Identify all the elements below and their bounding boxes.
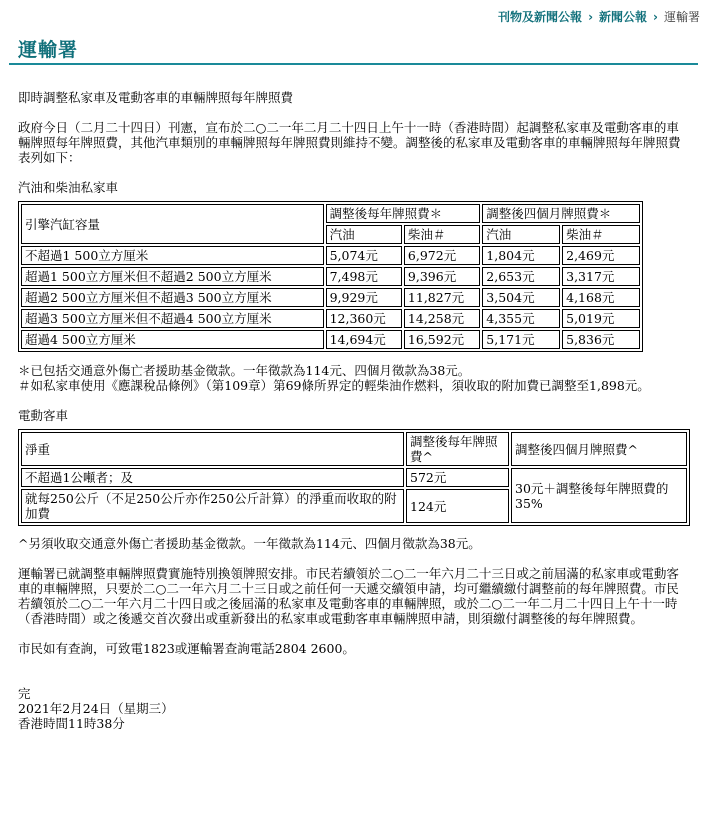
table-cell: 1,804元: [482, 246, 560, 265]
private-car-fee-table: [18, 201, 643, 352]
table-row: [21, 309, 640, 328]
table-cell-label: 超過4 500立方厘米: [21, 330, 324, 349]
arrangement-paragraph: 運輸署已就調整車輛牌照費實施特別換領牌照安排。市民若續領於二○二一年六月二十三日或之前屆滿的私家車或電動客車的車輛牌照，只要於二○二一年六月二十三日或之前任何一天遞交續領申請，均可繼續繳付調整前的每年牌照費。市民若續領於二○二一年六月二十四日或之後屆滿的私家車及電動客車的車輛牌照，或於二○二一年二月二十四日上午十一時（香港時間）或之後遞交首次發出或重新發出的私家車或電動客車車輛牌照申請，則須繳付調整後的每年牌照費。: [18, 566, 679, 626]
table-header-four-month: 調整後四個月牌照費^: [511, 432, 687, 466]
table-cell: 572元: [406, 468, 509, 487]
breadcrumb-separator-icon: ›: [653, 10, 658, 24]
table-header-engine: 引擎汽缸容量: [21, 204, 324, 244]
footnote-asterisk: ＊已包括交通意外傷亡者援助基金徵款。一年徵款為114元、四個月徵款為38元。: [18, 363, 471, 378]
table-subheader-diesel: 柴油＃: [562, 225, 640, 244]
table-cell: 14,258元: [404, 309, 480, 328]
table-cell: 5,836元: [562, 330, 640, 349]
table-cell-label: 超過1 500立方厘米但不超過2 500立方厘米: [21, 267, 324, 286]
table-subheader-petrol: 汽油: [482, 225, 560, 244]
table-cell: 5,074元: [326, 246, 402, 265]
table-cell: 5,171元: [482, 330, 560, 349]
table-cell: 11,827元: [404, 288, 480, 307]
table-row: [21, 267, 640, 286]
footnote-caret: ^另須收取交通意外傷亡者援助基金徵款。一年徵款為114元、四個月徵款為38元。: [18, 536, 481, 551]
breadcrumb: [498, 8, 700, 25]
table-cell: 9,396元: [404, 267, 480, 286]
table-cell: 3,504元: [482, 288, 560, 307]
section-heading-private-cars: 汽油和柴油私家車: [18, 180, 119, 195]
section-heading-electric-cars: 電動客車: [18, 408, 69, 423]
page-title: 運輸署: [18, 39, 79, 61]
breadcrumb-link-publications[interactable]: 刊物及新聞公報: [498, 10, 583, 24]
table-cell: 4,355元: [482, 309, 560, 328]
table-subheader-diesel: 柴油＃: [404, 225, 480, 244]
press-release-body: [18, 90, 688, 731]
table-row: [21, 330, 640, 349]
electric-car-fee-table: [18, 429, 690, 526]
table-row: [21, 288, 640, 307]
breadcrumb-current: 運輸署: [663, 10, 700, 24]
table-cell: 4,168元: [562, 288, 640, 307]
table-cell: 124元: [406, 489, 509, 523]
table-cell: 14,694元: [326, 330, 402, 349]
headline: 即時調整私家車及電動客車的車輛牌照每年牌照費: [18, 90, 294, 105]
breadcrumb-separator-icon: ›: [588, 10, 594, 24]
table-cell: 7,498元: [326, 267, 402, 286]
enquiry-paragraph: 市民如有查詢，可致電1823或運輸署查詢電話2804 2600。: [18, 641, 355, 656]
table-cell: 12,360元: [326, 309, 402, 328]
table-subheader-petrol: 汽油: [326, 225, 402, 244]
table-cell: 5,019元: [562, 309, 640, 328]
table-cell: 2,469元: [562, 246, 640, 265]
table-cell-label: 不超過1 500立方厘米: [21, 246, 324, 265]
table-cell-label: 就每250公斤（不足250公斤亦作250公斤計算）的淨重而收取的附加費: [21, 489, 404, 523]
table-cell: 2,653元: [482, 267, 560, 286]
table-row: [21, 468, 687, 487]
table-cell-label: 超過3 500立方厘米但不超過4 500立方厘米: [21, 309, 324, 328]
table-cell-label: 不超過1公噸者；及: [21, 468, 404, 487]
table-cell: 16,592元: [404, 330, 480, 349]
table-header-annual: 調整後每年牌照費＊: [326, 204, 481, 223]
table-header-weight: 淨重: [21, 432, 404, 466]
table-cell: 9,929元: [326, 288, 402, 307]
table-row: [21, 246, 640, 265]
intro-paragraph: 政府今日（二月二十四日）刊憲，宣布於二○二一年二月二十四日上午十一時（香港時間）起調整私家車及電動客車的車輛牌照每年牌照費，其他汽車類別的車輛牌照每年牌照費則維持不變。調整後的私家車及電動客車的車輛牌照每年牌照費表列如下：: [18, 120, 681, 165]
table-header-annual: 調整後每年牌照費^: [406, 432, 509, 466]
release-time: 香港時間11時38分: [18, 716, 125, 731]
footnote-hash: ＃如私家車使用《應課稅品條例》（第109章）第69條所界定的輕柴油作燃料，須收取的附加費已調整至1,898元。: [18, 378, 650, 393]
release-date: 2021年2月24日（星期三）: [18, 701, 174, 716]
table-cell-label: 超過2 500立方厘米但不超過3 500立方厘米: [21, 288, 324, 307]
table-cell: 30元＋調整後每年牌照費的35%: [511, 468, 687, 523]
table-cell: 3,317元: [562, 267, 640, 286]
table-header-four-month: 調整後四個月牌照費＊: [482, 204, 640, 223]
breadcrumb-link-press-releases[interactable]: 新聞公報: [599, 10, 648, 24]
title-divider: [9, 63, 698, 65]
table-cell: 6,972元: [404, 246, 480, 265]
end-marker: 完: [18, 686, 31, 701]
